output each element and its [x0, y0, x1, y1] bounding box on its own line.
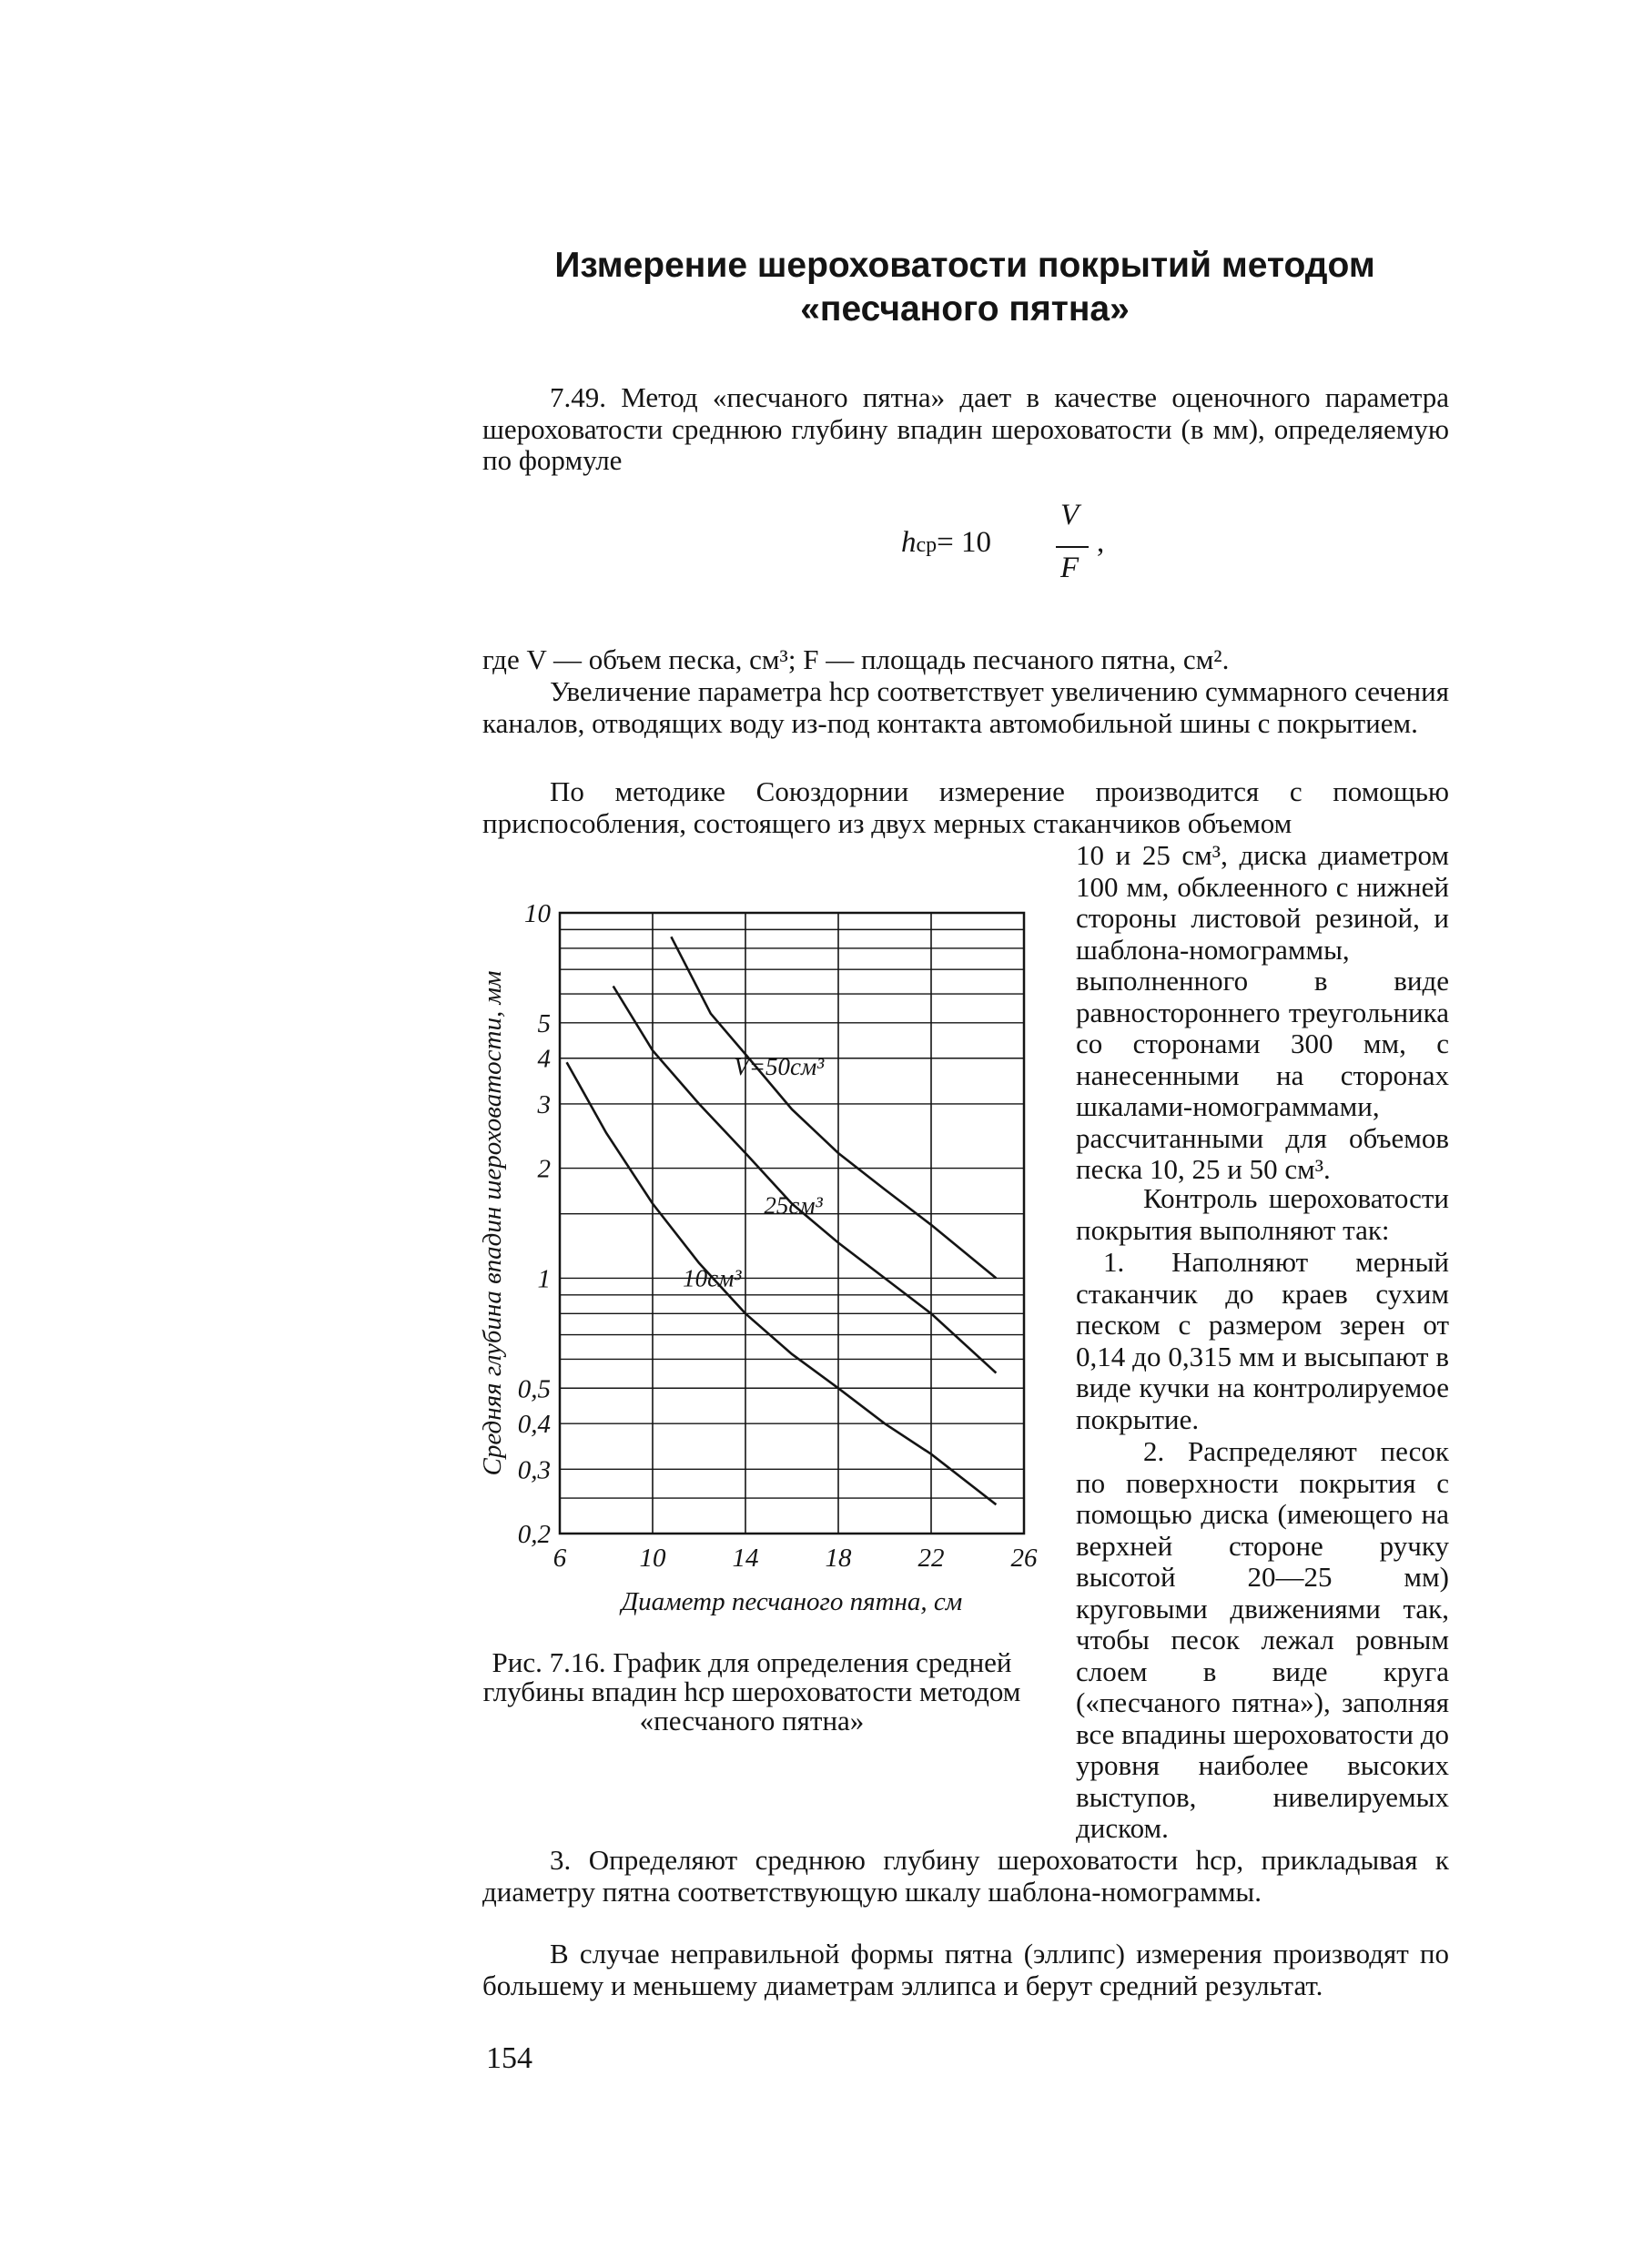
- x-axis-title: Диаметр песчаного пятна, см: [621, 1587, 963, 1616]
- y-tick-label: 0,2: [517, 1520, 551, 1549]
- y-tick-label: 10: [524, 899, 551, 928]
- section-heading: [482, 244, 1447, 331]
- y-tick-label: 0,4: [517, 1410, 551, 1440]
- series-label: V=50см³: [734, 1053, 825, 1081]
- series-line: [671, 937, 996, 1278]
- figure-7-16-chart: [473, 869, 1056, 1634]
- figure-caption: Рис. 7.16. График для определения средней глубины впадин hср шероховатости методом «песчаного пятна»: [482, 1646, 1021, 1736]
- y-tick-label: 0,3: [517, 1455, 551, 1485]
- y-tick-label: 5: [537, 1008, 551, 1038]
- x-tick-label: 6: [552, 1544, 567, 1573]
- x-tick-label: 18: [825, 1544, 852, 1573]
- y-tick-label: 3: [537, 1089, 551, 1119]
- x-tick-label: 10: [639, 1544, 666, 1573]
- heading-line-1: Измерение шероховатости покрытий методом: [554, 246, 1375, 285]
- paragraph-ellipse: В случае неправильной формы пятна (эллипс) измерения производят по большему и меньшему диаметрам эллипса и берут средний результат.: [482, 1938, 1449, 2001]
- step-1: 1. Наполняют мерный стаканчик до краев сухим песком с размером зерен от 0,14 до 0,315 мм и высыпают в виде кучки на контролируемое покрытие.: [1076, 1246, 1449, 1435]
- formula-hcp: hср= 10 V F ,: [901, 499, 1105, 584]
- paragraph-method-continued: 10 и 25 см³, диска диаметром 100 мм, обклеенного с нижней стороны листовой резиной, и шаблона-номограммы, выполненного в виде равностороннего треугольника со сторонами 300 мм, с нанесенными на сторонах шкалами-номограммами, рассчитанными для объемов песка 10, 25 и 50 см³.: [1076, 839, 1449, 1185]
- step-3: 3. Определяют среднюю глубину шероховатости hср, прикладывая к диаметру пятна соответствующую шкалу шаблона-номограммы.: [482, 1844, 1449, 1908]
- y-tick-label: 0,5: [517, 1374, 551, 1404]
- page-number: 154: [486, 2041, 532, 2075]
- plot-frame: [560, 913, 1024, 1534]
- series-label: 10см³: [683, 1264, 742, 1292]
- y-tick-label: 4: [537, 1044, 551, 1074]
- paragraph-where: где V — объем песка, см³; F — площадь песчаного пятна, см².: [482, 643, 1230, 675]
- y-tick-label: 1: [537, 1264, 551, 1294]
- x-tick-label: 14: [732, 1544, 759, 1573]
- x-tick-label: 26: [1010, 1544, 1038, 1573]
- heading-line-2: «песчаного пятна»: [800, 289, 1130, 329]
- step-2: 2. Распределяют песок по поверхности покрытия с помощью диска (имеющего на верхней стороне ручку высотой 20—25 мм) круговыми движениями так, чтобы песок лежал ровным слоем в виде круга («песчаного пятна»), заполняя все впадины шероховатости до уровня наиболее высоких выступов, нивелируемых диском.: [1076, 1435, 1449, 1844]
- x-tick-label: 22: [917, 1544, 945, 1573]
- paragraph-control: Контроль шероховатости покрытия выполняют так:: [1076, 1182, 1449, 1246]
- paragraph-method-intro: По методике Союздорнии измерение производится с помощью приспособления, состоящего из двух мерных стаканчиков объемом: [482, 775, 1449, 839]
- y-tick-label: 2: [537, 1154, 551, 1184]
- paragraph-7-49: 7.49. Метод «песчаного пятна» дает в качестве оценочного параметра шероховатости среднюю глубину впадин шероховатости (в мм), определяемую по формуле: [482, 381, 1449, 476]
- series-line: [613, 987, 997, 1373]
- paragraph-increase: Увеличение параметра hср соответствует увеличению суммарного сечения каналов, отводящих воду из-под контакта автомобильной шины с покрытием.: [482, 675, 1449, 739]
- y-axis-title: Средняя глубина впадин шероховатости, мм: [478, 970, 507, 1476]
- series-label: 25см³: [764, 1191, 823, 1220]
